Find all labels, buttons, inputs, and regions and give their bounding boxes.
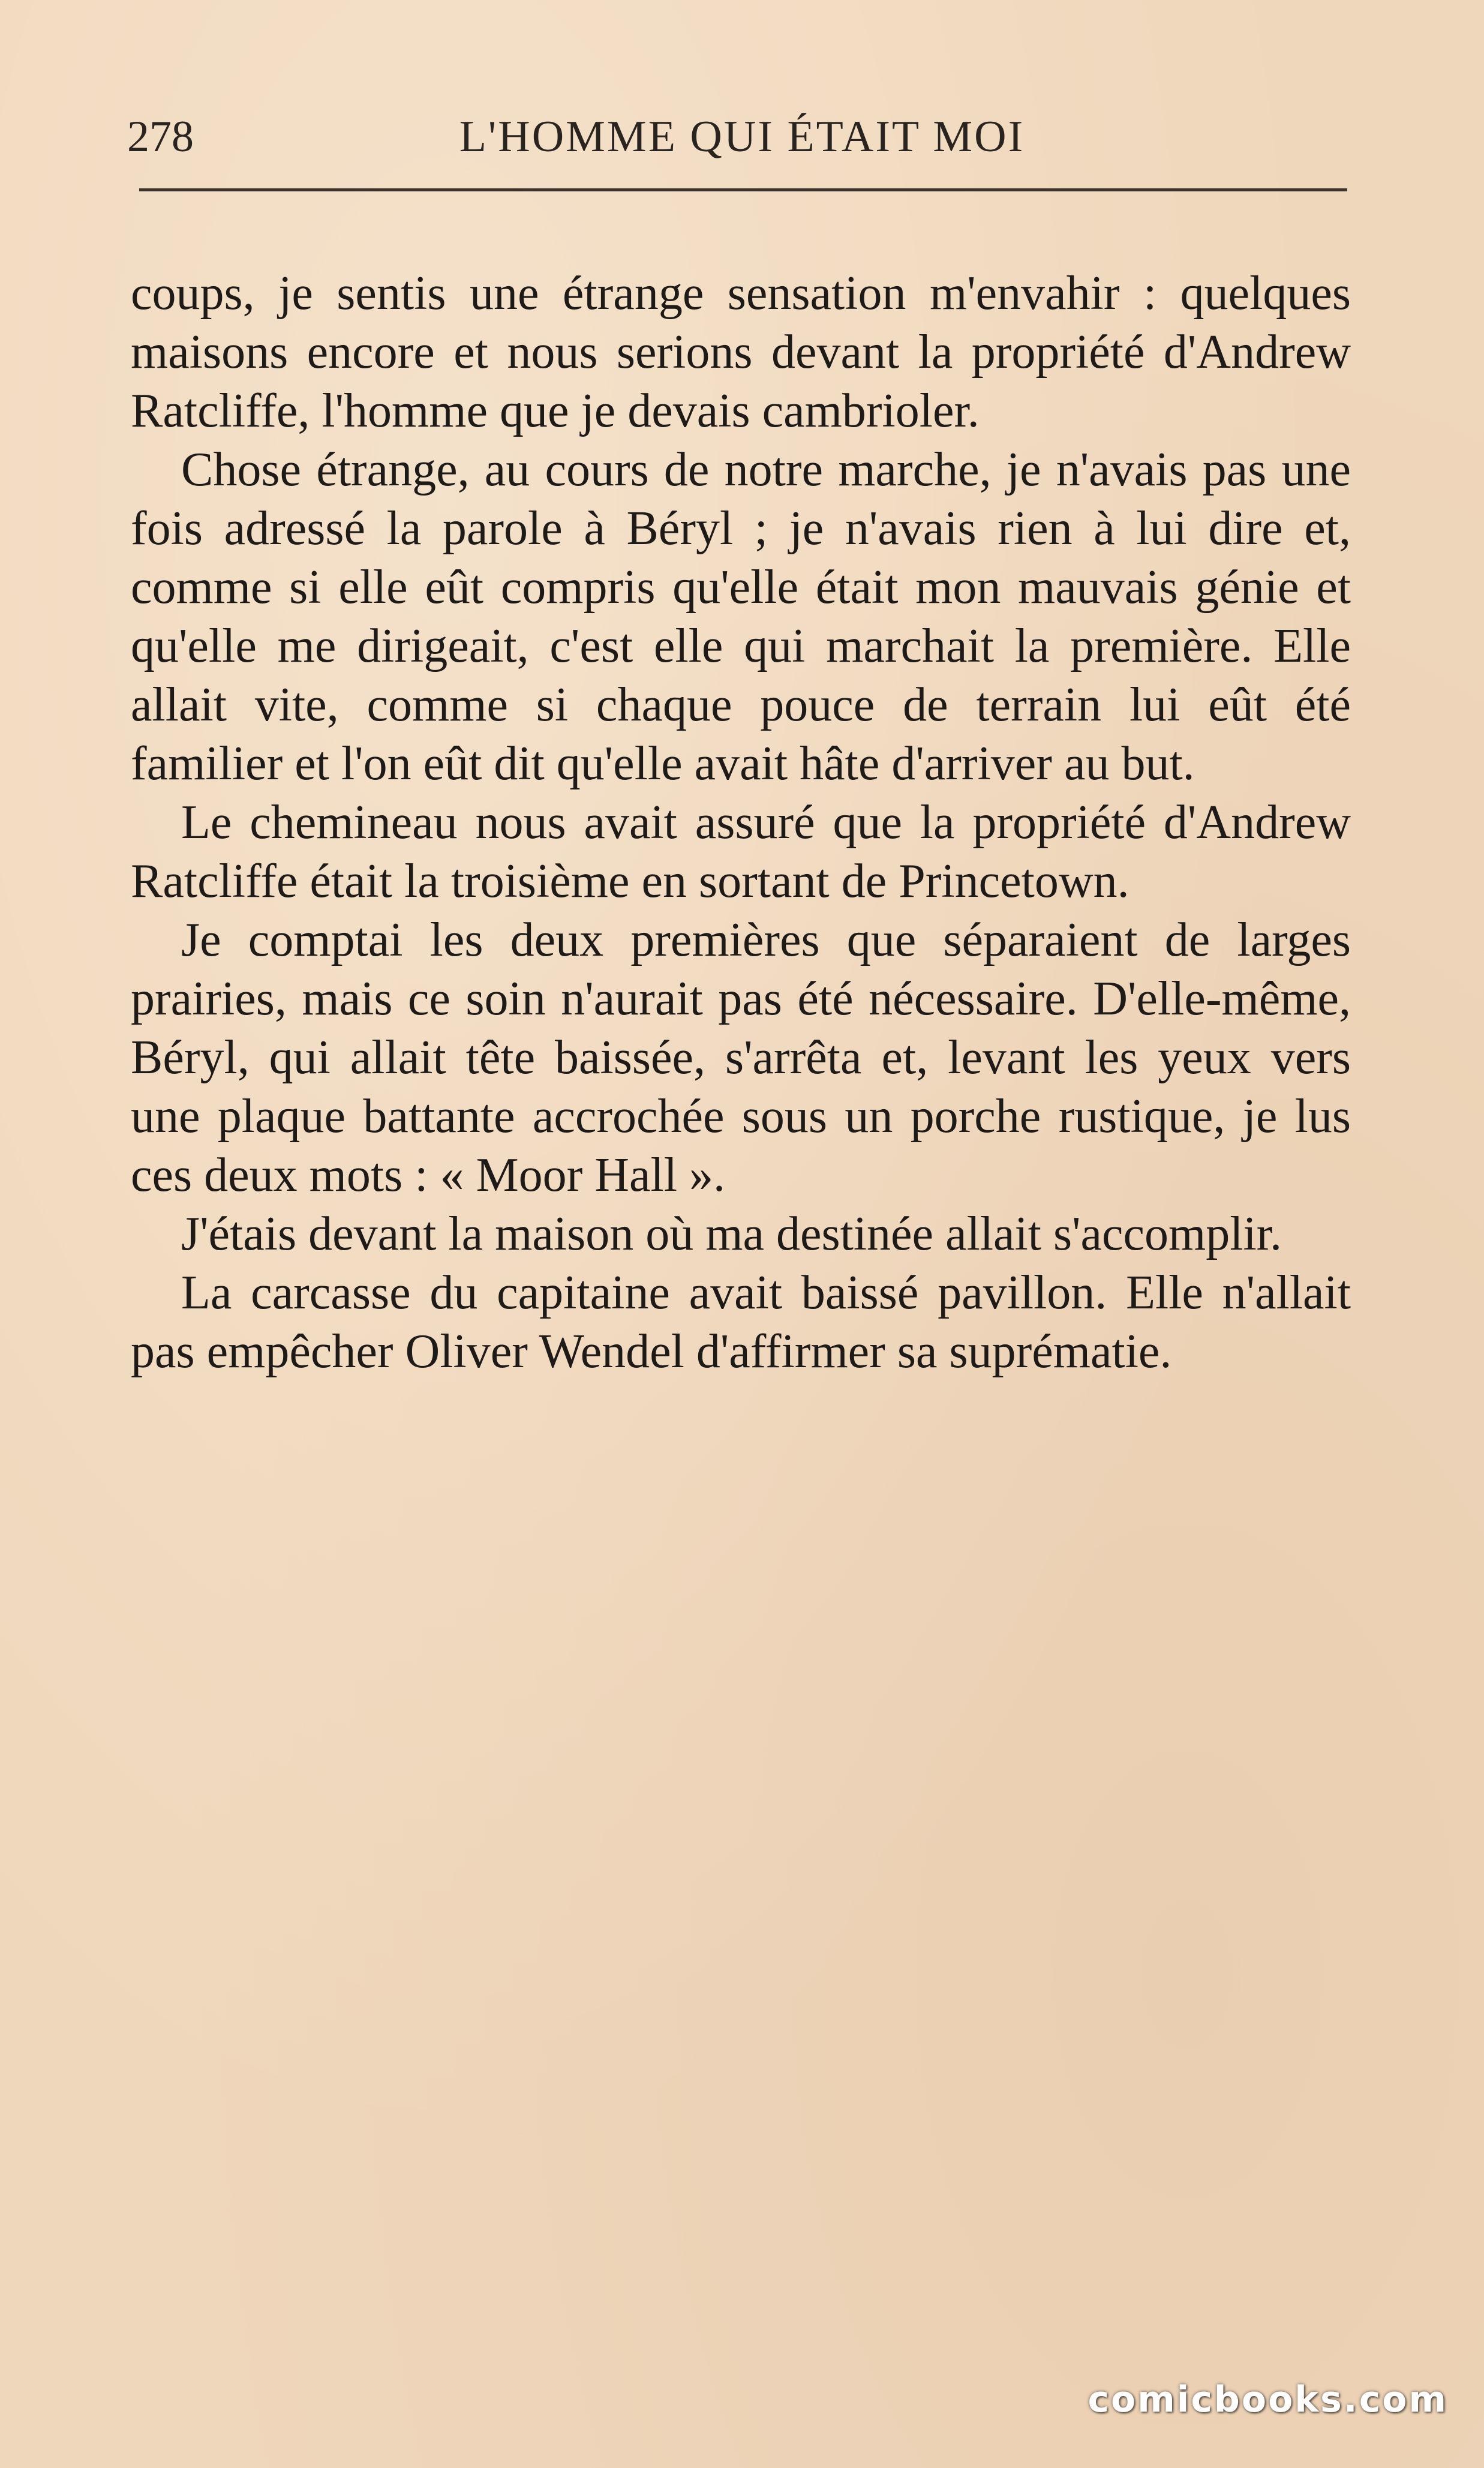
paragraph-2: Chose étrange, au cours de notre marche, je n'avais pas une fois adressé la parole à Béryl ; je n'avais rien à lui dire et, comme si elle eût compris qu'elle était mon mauvais génie et qu'elle me dirigeait, c'est elle qui marchait la première. Elle allait vite, comme si chaque pouce de terrain lui eût été familier et l'on eût dit qu'elle avait hâte d'arriver au but. (131, 443, 1351, 790)
body-text (131, 264, 1351, 1381)
header-rule (139, 188, 1347, 191)
running-title: L'HOMME QUI ÉTAIT MOI (459, 112, 1025, 161)
site-watermark: comicbooks.com (1088, 2379, 1448, 2421)
paragraph-4: Je comptai les deux premières que séparaient de larges prairies, mais ce soin n'aurait pas été nécessaire. D'elle-même, Béryl, qui allait tête baissée, s'arrêta et, levant les yeux vers une plaque battante accrochée sous un porche rustique, je lus ces deux mots : « Moor Hall ». (131, 914, 1351, 1202)
paragraph-5: J'étais devant la maison où ma destinée allait s'accomplir. (181, 1208, 1282, 1260)
paragraph-1: coups, je sentis une étrange sensation m'envahir : quelques maisons encore et nous serions devant la propriété d'Andrew Ratcliffe, l'homme que je devais cambrioler. (131, 267, 1351, 437)
paragraph-6: La carcasse du capitaine avait baissé pavillon. Elle n'allait pas empêcher Oliver Wendel d'affirmer sa suprématie. (131, 1266, 1351, 1378)
page-number: 278 (127, 112, 194, 161)
paragraph-3: Le chemineau nous avait assuré que la propriété d'Andrew Ratcliffe était la troisième en sortant de Princetown. (131, 796, 1351, 908)
